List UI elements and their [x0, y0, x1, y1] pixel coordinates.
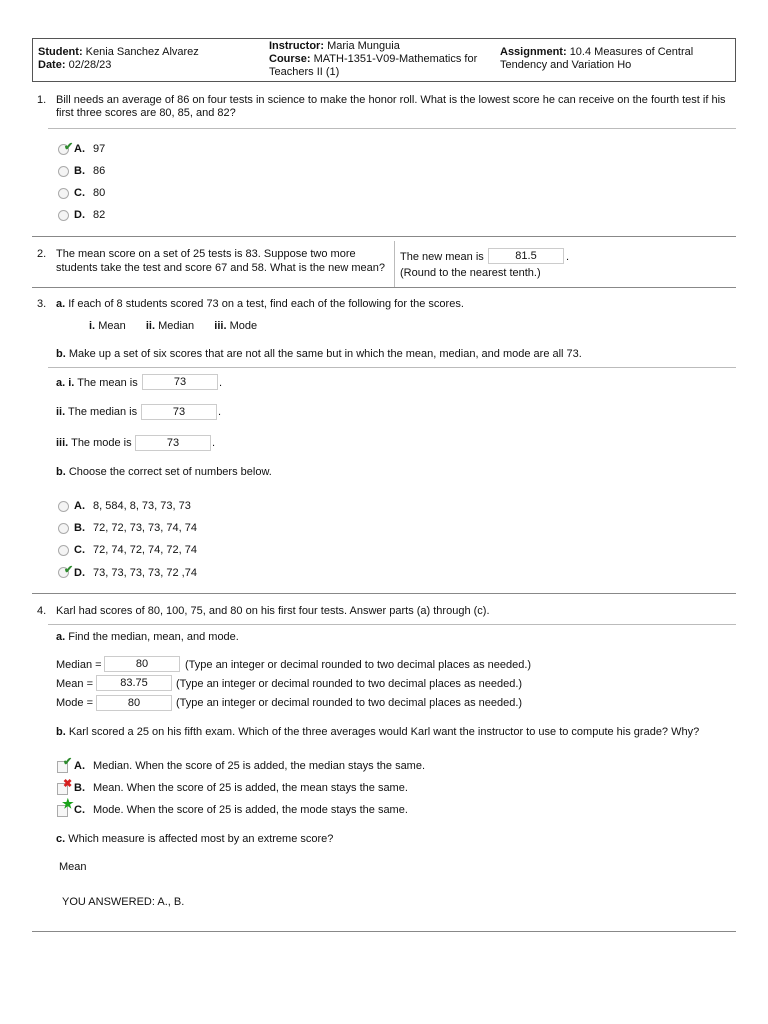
option-value: 72, 74, 72, 74, 72, 74 [93, 544, 197, 556]
row-label: ii. [56, 406, 66, 418]
period: . [219, 377, 223, 389]
option-letter: D. [74, 567, 85, 579]
q1-divider [48, 128, 736, 129]
course-name-line2: Teachers II (1) [269, 66, 340, 78]
q2-column-divider [394, 241, 395, 287]
radio-icon[interactable] [58, 188, 69, 199]
assignment-label: Assignment: [500, 46, 567, 58]
cross-icon: ✖ [63, 778, 73, 790]
q2-number: 2. [37, 248, 47, 260]
q1-number: 1. [37, 94, 47, 106]
q3-median-row [56, 405, 137, 419]
radio-icon[interactable] [58, 166, 69, 177]
assignment-row [500, 46, 693, 59]
q2-text-line1: The mean score on a set of 25 tests is 83. Suppose two more [56, 248, 356, 260]
q2-answer-prefix: The new mean is [400, 251, 484, 263]
option-value: 72, 72, 73, 73, 74, 74 [93, 522, 197, 534]
q4-median-field[interactable]: 80 [104, 656, 180, 672]
q4-median-label: Median = [56, 659, 102, 671]
option-letter: A. [74, 143, 85, 155]
q2-new-mean-field[interactable]: 81.5 [488, 248, 564, 264]
assignment-name-line2: Tendency and Variation Ho [500, 59, 632, 71]
option-letter: C. [74, 187, 85, 199]
option-value: 73, 73, 73, 73, 72 ,74 [93, 567, 197, 579]
part-label: a. [56, 298, 66, 310]
period: . [212, 437, 216, 449]
q4-text: Karl had scores of 80, 100, 75, and 80 on his first four tests. Answer parts (a) through (c). [56, 605, 490, 617]
radio-icon[interactable] [58, 523, 69, 534]
option-letter: B. [74, 522, 85, 534]
checkmark-icon: ✔ [64, 141, 74, 153]
q4-mean-field[interactable]: 83.75 [96, 675, 172, 691]
instructor-name: Maria Munguia [327, 40, 400, 52]
subpart-label: i. [89, 320, 96, 332]
q2-text-line2: students take the test and score 67 and 58. What is the new mean? [56, 262, 385, 274]
option-value: 86 [93, 165, 106, 177]
date-label: Date: [38, 59, 66, 71]
bottom-divider [32, 931, 736, 932]
q4-median-hint: (Type an integer or decimal rounded to two decimal places as needed.) [185, 659, 532, 671]
part-text: Choose the correct set of numbers below. [68, 466, 272, 478]
part-label: a. [56, 631, 66, 643]
q3-divider [48, 367, 736, 368]
q1-text-line1: Bill needs an average of 86 on four tests in science to make the honor roll. What is the lowest score he can receive on the fourth test if his [56, 94, 726, 106]
q4-mode-hint: (Type an integer or decimal rounded to two decimal places as needed.) [176, 697, 523, 709]
q4-mode-field[interactable]: 80 [96, 695, 172, 711]
q4-part-c-answer: Mean [59, 861, 87, 873]
subpart-label: iii. [214, 320, 227, 332]
subpart-label: ii. [145, 320, 156, 332]
q2-round-note: (Round to the nearest tenth.) [400, 267, 541, 279]
option-letter: C. [74, 544, 85, 556]
q3-choose-prompt [56, 465, 272, 479]
q4-part-b-prompt [56, 725, 699, 739]
course-name-line1: MATH-1351-V09-Mathematics for [313, 53, 478, 65]
q4-part-a-prompt [56, 630, 239, 644]
q4-mean-label: Mean = [56, 678, 93, 690]
course-label: Course: [269, 53, 311, 65]
option-letter: C. [74, 804, 85, 816]
part-label: b. [56, 466, 66, 478]
option-letter: B. [74, 165, 85, 177]
part-label: b. [56, 726, 66, 738]
q4-divider [48, 624, 736, 625]
q2-answer-suffix: . [566, 251, 570, 263]
row-text: The median is [68, 406, 138, 418]
assignment-header [32, 38, 736, 82]
radio-icon[interactable] [58, 545, 69, 556]
q1-text-line2: first three scores are 80, 85, and 82? [56, 107, 236, 119]
q3-part-b-prompt [56, 347, 582, 361]
option-letter: B. [74, 782, 85, 794]
q3-median-field[interactable]: 73 [141, 404, 217, 420]
q1-q2-divider [32, 236, 736, 237]
q4-mean-hint: (Type an integer or decimal rounded to two decimal places as needed.) [176, 678, 523, 690]
option-value: 82 [93, 209, 106, 221]
option-value: Median. When the score of 25 is added, the median stays the same. [93, 760, 426, 772]
radio-icon[interactable] [58, 210, 69, 221]
option-value: 8, 584, 8, 73, 73, 73 [93, 500, 191, 512]
part-text: Make up a set of six scores that are not all the same but in which the mean, median, and mode are all 73. [68, 348, 582, 360]
q3-number: 3. [37, 298, 47, 310]
checkmark-icon: ✔ [63, 756, 73, 768]
q3-subparts [89, 319, 257, 333]
q3-mean-row [56, 376, 138, 390]
part-text: Karl scored a 25 on his fifth exam. Which of the three averages would Karl want the instructor to use to compute his grade? Why? [68, 726, 700, 738]
part-text: If each of 8 students scored 73 on a test, find each of the following for the scores. [68, 298, 464, 310]
course-row [269, 53, 477, 66]
q3-mode-row [56, 436, 132, 450]
part-label: c. [56, 833, 66, 845]
option-value: 97 [93, 143, 106, 155]
q3-mean-field[interactable]: 73 [142, 374, 218, 390]
you-answered-note: YOU ANSWERED: A., B. [62, 896, 185, 908]
option-value: 80 [93, 187, 106, 199]
date-value: 02/28/23 [68, 59, 112, 71]
option-letter: D. [74, 209, 85, 221]
instructor-row [269, 40, 400, 53]
subpart-text: Median [158, 320, 195, 332]
option-value: Mean. When the score of 25 is added, the mean stays the same. [93, 782, 408, 794]
checkmark-icon: ✔ [64, 564, 74, 576]
subpart-text: Mean [98, 320, 126, 332]
option-letter: A. [74, 500, 85, 512]
option-letter: A. [74, 760, 85, 772]
radio-icon[interactable] [58, 501, 69, 512]
q3-part-a-prompt [56, 297, 464, 311]
row-text: The mean is [77, 377, 138, 389]
part-text: Find the median, mean, and mode. [68, 631, 239, 643]
period: . [218, 406, 222, 418]
assignment-name-line1: 10.4 Measures of Central [569, 46, 694, 58]
student-name: Kenia Sanchez Alvarez [85, 46, 199, 58]
option-value: Mode. When the score of 25 is added, the mode stays the same. [93, 804, 408, 816]
instructor-label: Instructor: [269, 40, 324, 52]
student-row [38, 46, 199, 59]
date-row [38, 59, 111, 72]
row-text: The mode is [71, 437, 132, 449]
student-label: Student: [38, 46, 83, 58]
q2-q3-divider [32, 287, 736, 288]
star-icon: ★ [62, 796, 74, 811]
part-label: b. [56, 348, 66, 360]
q4-part-c-prompt [56, 832, 333, 846]
q4-number: 4. [37, 605, 47, 617]
row-label: iii. [56, 437, 69, 449]
subpart-text: Mode [229, 320, 258, 332]
q3-q4-divider [32, 593, 736, 594]
q3-mode-field[interactable]: 73 [135, 435, 211, 451]
part-text: Which measure is affected most by an extreme score? [68, 833, 334, 845]
q4-mode-label: Mode = [56, 697, 93, 709]
row-label: a. i. [56, 377, 75, 389]
